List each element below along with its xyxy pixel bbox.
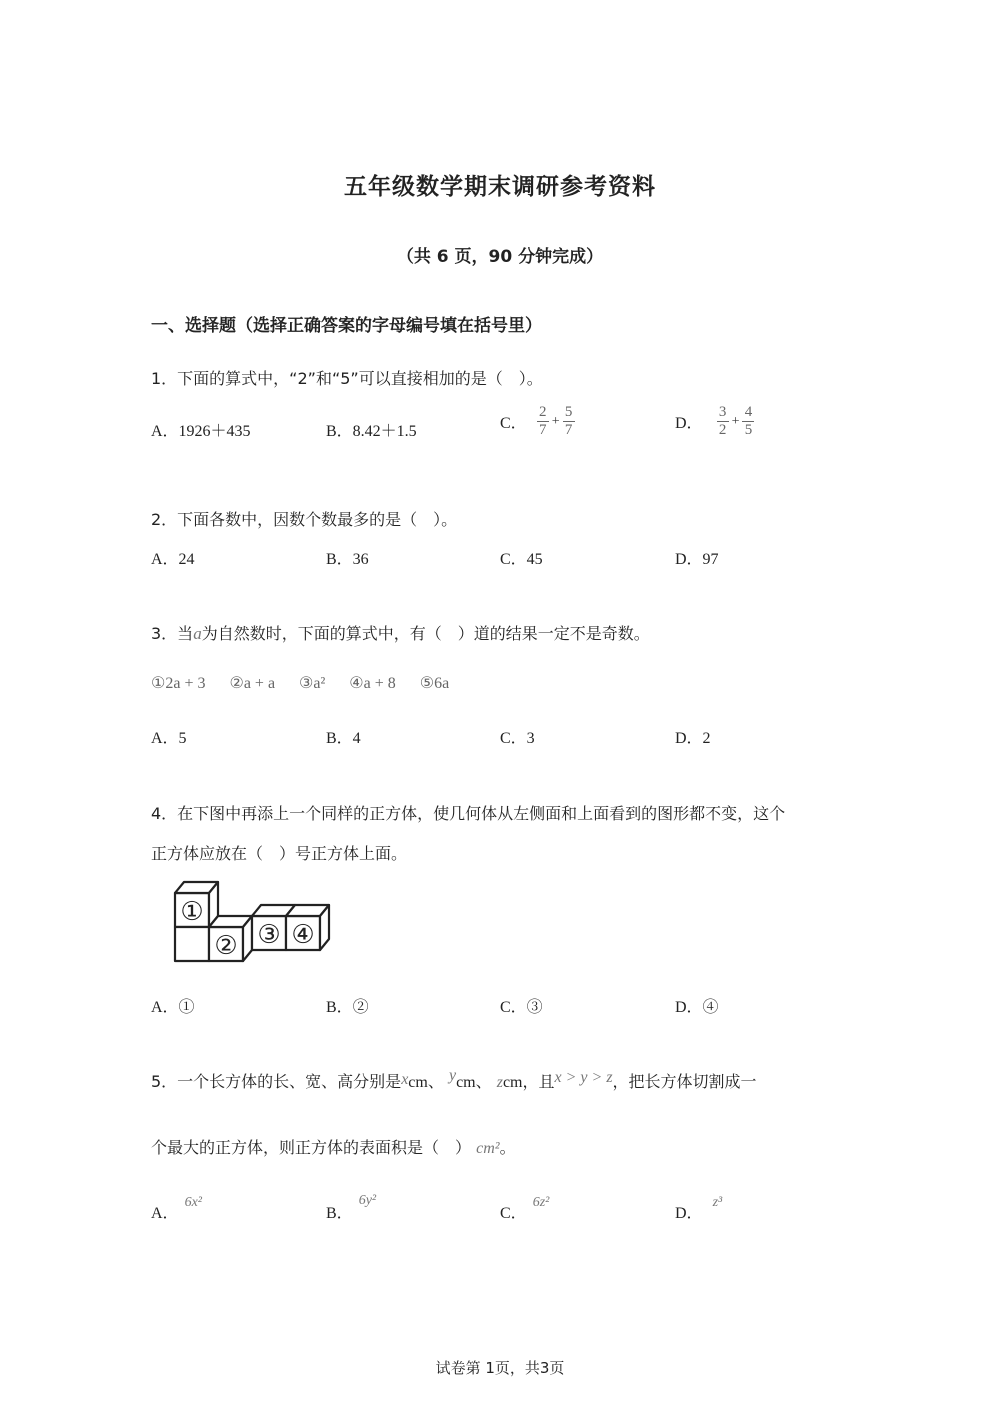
q1-option-d [675, 404, 754, 439]
question-1-stem: 1．下面的算式中，“2”和“5”可以直接相加的是（ ）。 [151, 369, 543, 388]
q2-option-a: A．24 [151, 551, 195, 568]
fraction: $\frac{4}{5}$ [742, 404, 754, 439]
variable-z: z [496, 1074, 503, 1091]
question-3-stem: 3．当a为自然数时，下面的算式中，有（ ）道的结果一定不是奇数。 [151, 624, 650, 643]
fraction: $\frac{2}{7}$ [537, 404, 549, 439]
q3-expr-2: ②a + a [229, 675, 276, 692]
q5-option-d: D．z³ [675, 1195, 723, 1222]
fraction: $\frac{5}{7}$ [563, 404, 575, 439]
q3-expr-3: ③a² [299, 675, 326, 692]
q3-option-a: A．5 [151, 730, 187, 747]
q3-expr-4: ④a + 8 [349, 675, 396, 692]
cube-label-2: ② [214, 931, 238, 961]
cube-label-3: ③ [257, 920, 281, 950]
variable-x: x [401, 1071, 409, 1088]
q4-option-b: B．② [326, 999, 369, 1016]
page-title: 五年级数学期末调研参考资料 [344, 174, 656, 200]
q2-option-d: D．97 [675, 551, 719, 568]
q1-option-b: B．8.42＋1.5 [326, 423, 417, 440]
cube-label-1: ① [180, 897, 204, 927]
variable-y: y [448, 1067, 457, 1084]
q1-option-d-label: D． [675, 415, 703, 432]
fraction: $\frac{3}{2}$ [717, 404, 729, 439]
section-heading: 一、选择题（选择正确答案的字母编号填在括号里） [151, 316, 542, 336]
q5-option-a: A．6x² [151, 1195, 202, 1222]
q2-option-c: C．45 [500, 551, 543, 568]
cube-label-4: ④ [291, 920, 315, 950]
q3-expr-5: ⑤6a [419, 675, 450, 692]
q3-expression-list [151, 673, 449, 693]
q4-option-c: C．③ [500, 999, 543, 1016]
variable-a: a [193, 624, 202, 643]
unit-cm2: cm² [476, 1140, 500, 1157]
q1-option-a: A．1926＋435 [151, 423, 251, 440]
inequality: x > y > z [554, 1069, 613, 1086]
page-footer: 试卷第 1页，共3页 [435, 1359, 565, 1377]
q1-option-c [500, 404, 575, 439]
q5-option-b: B．6y² [326, 1193, 377, 1222]
q3-option-d: D．2 [675, 730, 711, 747]
q3-option-c: C．3 [500, 730, 535, 747]
plus-sign: + [551, 413, 560, 429]
question-5-line-1: 5．一个长方体的长、宽、高分别是xcm、 ycm、 zcm，且x > y > z，把长方体切割成一 [151, 1067, 757, 1091]
q3-expr-1: ①2a + 3 [151, 675, 206, 692]
question-4-line-2: 正方体应放在（ ）号正方体上面。 [151, 844, 408, 863]
page-subtitle: （共 6 页，90 分钟完成） [396, 247, 604, 267]
question-2-stem: 2．下面各数中，因数个数最多的是（ ）。 [151, 510, 458, 529]
question-4-line-1: 4．在下图中再添上一个同样的正方体，使几何体从左侧面和上面看到的图形都不变，这个 [151, 804, 786, 823]
q5-option-c: C．6z² [500, 1195, 550, 1222]
question-5-line-2: 个最大的正方体，则正方体的表面积是（ ） cm²。 [151, 1138, 516, 1157]
q3-option-b: B．4 [326, 730, 361, 747]
cube-figure [170, 876, 340, 966]
q2-option-b: B．36 [326, 551, 369, 568]
q4-option-d: D．④ [675, 999, 719, 1016]
q1-option-c-label: C． [500, 415, 527, 432]
plus-sign: + [731, 413, 740, 429]
q4-option-a: A．① [151, 999, 195, 1016]
